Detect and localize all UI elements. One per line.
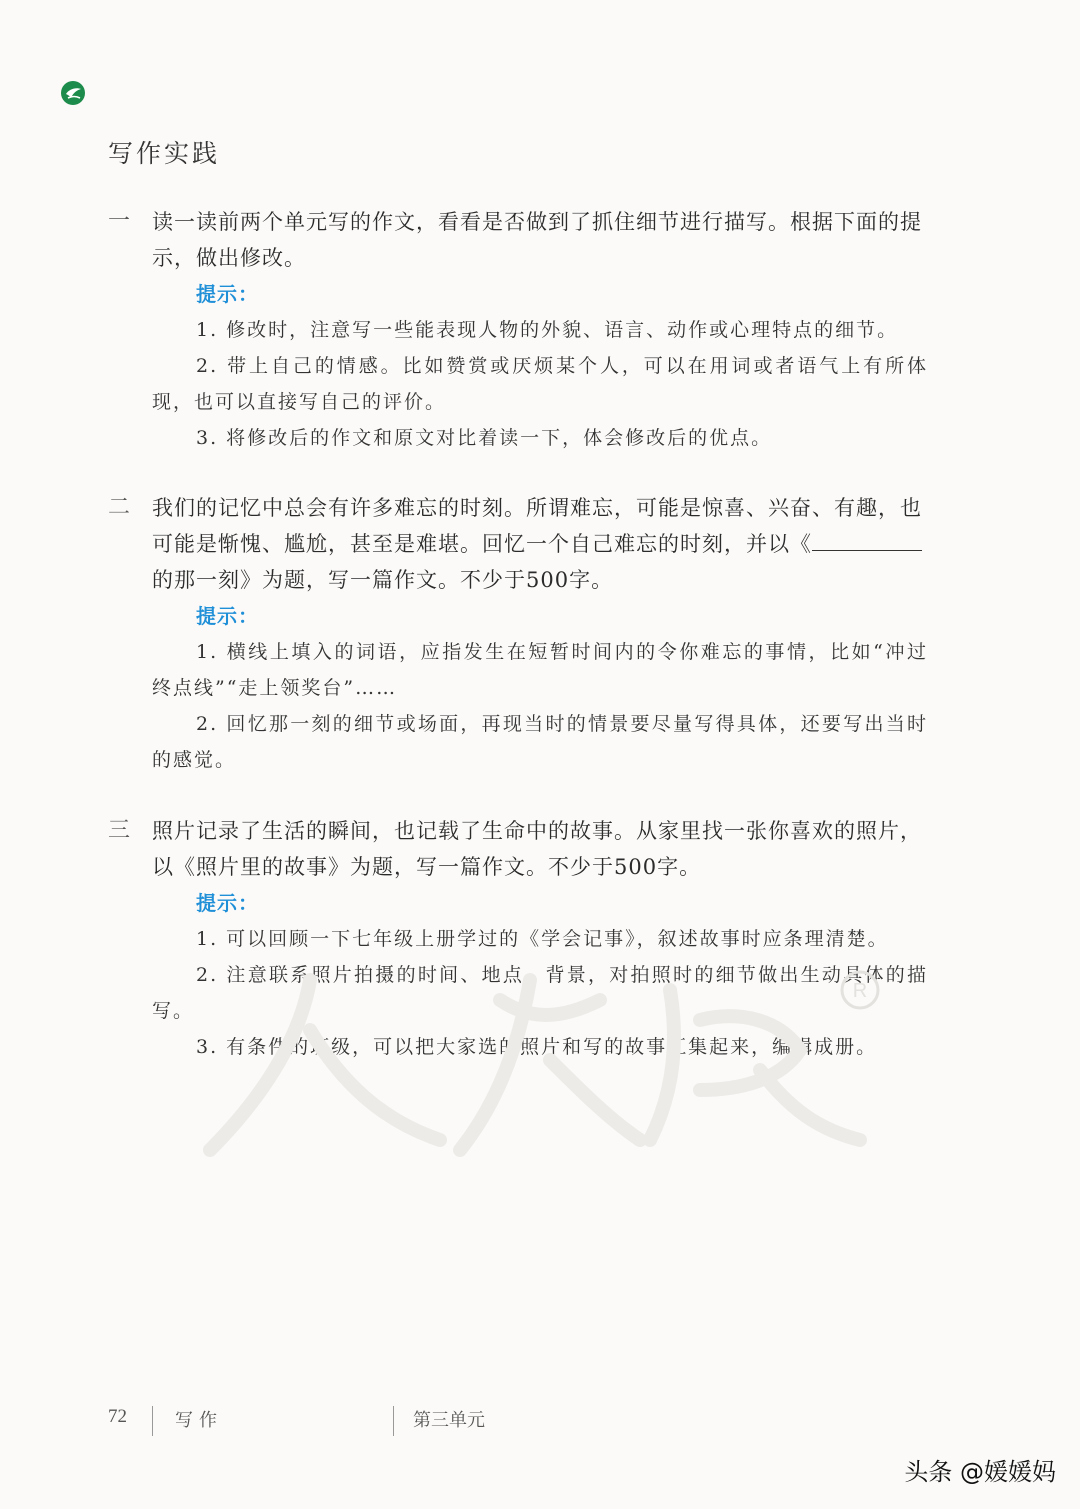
- hint-item: 1. 修改时，注意写一些能表现人物的外貌、语言、动作或心理特点的细节。: [196, 319, 899, 341]
- section-number: 二: [108, 495, 131, 520]
- hint-label: 提示：: [196, 604, 259, 628]
- section-two: [108, 490, 928, 778]
- hint-item: 2. 带上自己的情感。比如赞赏或厌烦某个人，可以在用词或者语气上有所体现，也可以直接写自己的评价。: [152, 355, 928, 413]
- section-one: [108, 204, 928, 456]
- section-number: 三: [108, 818, 131, 843]
- hint-item: 1. 横线上填入的词语，应指发生在短暂时间内的令你难忘的事情，比如“冲过终点线”“走上领奖台”……: [152, 641, 928, 699]
- hint-item: 2. 回忆那一刻的细节或场面，再现当时的情景要尽量写得具体，还要写出当时的感觉。: [152, 713, 928, 771]
- page-number: 72: [108, 1406, 127, 1427]
- section-prompt: 照片记录了生活的瞬间，也记载了生命中的故事。从家里找一张你喜欢的照片，以《照片里的故事》为题，写一篇作文。不少于500字。: [152, 819, 922, 879]
- prompt-text-after: 的那一刻》为题，写一篇作文。不少于500字。: [152, 568, 614, 592]
- section-number: 一: [108, 209, 131, 234]
- footer-unit-name: 第三单元: [413, 1410, 485, 1431]
- hint-label: 提示：: [196, 891, 259, 915]
- fill-in-blank: [812, 530, 922, 551]
- hint-item: 3. 有条件的班级，可以把大家选的照片和写的故事汇集起来，编辑成册。: [196, 1036, 878, 1058]
- footer-divider: [152, 1406, 153, 1436]
- section-prompt: [152, 490, 928, 598]
- svg-text:R: R: [852, 980, 868, 1002]
- hint-item: 1. 可以回顾一下七年级上册学过的《学会记事》，叙述故事时应条理清楚。: [196, 928, 889, 950]
- publisher-logo-icon: [60, 80, 86, 106]
- hint-item: 2. 注意联系照片拍摄的时间、地点、背景，对拍照时的细节做出生动具体的描写。: [152, 964, 928, 1022]
- page-footer: [0, 1400, 1080, 1440]
- section-prompt: 读一读前两个单元写的作文，看看是否做到了抓住细节进行描写。根据下面的提示，做出修改。: [152, 210, 922, 270]
- source-credit: 头条 @媛媛妈: [904, 1458, 1056, 1486]
- hint-item: 3. 将修改后的作文和原文对比着读一下，体会修改后的优点。: [196, 427, 773, 449]
- section-three: [108, 813, 928, 1065]
- hint-label: 提示：: [196, 282, 259, 306]
- page-title: 写作实践: [108, 139, 221, 168]
- prompt-text-before: 我们的记忆中总会有许多难忘的时刻。所谓难忘，可能是惊喜、兴奋、有趣，也可能是惭愧、尴尬，甚至是难堪。回忆一个自己难忘的时刻，并以《: [152, 496, 922, 556]
- footer-divider: [393, 1406, 394, 1436]
- footer-section-name: 写作: [175, 1410, 223, 1431]
